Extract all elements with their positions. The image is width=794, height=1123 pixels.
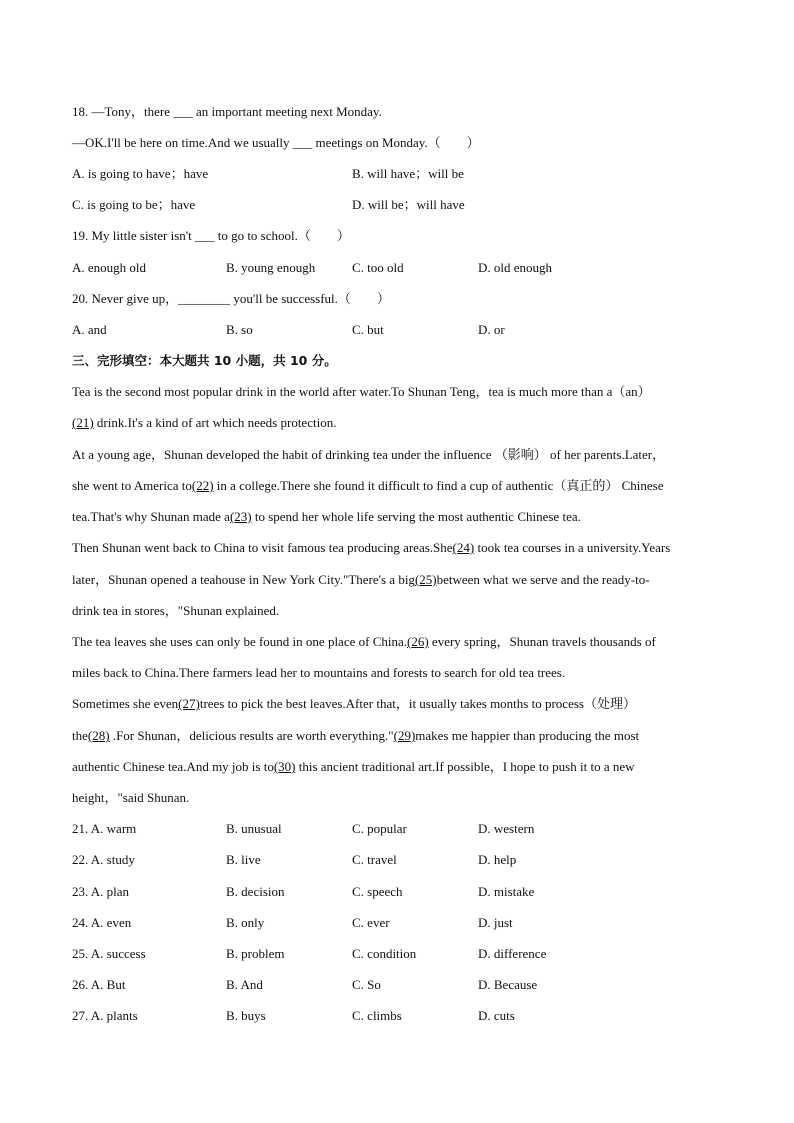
passage-line-7 xyxy=(72,571,732,589)
passage-line-5 xyxy=(72,508,732,526)
q18-stem: 18. —Tony，there ___ an important meeting next Monday. xyxy=(72,104,382,119)
q18-reply: —OK.I'll be here on time.And we usually ___ meetings on Monday.（ ） xyxy=(72,135,480,150)
passage-line-14: height，"said Shunan. xyxy=(72,790,190,805)
passage-text: took tea courses in a university.Years xyxy=(474,540,671,555)
option-c: C. condition xyxy=(352,946,417,961)
passage-line-9 xyxy=(72,633,732,651)
option-a: 24. A. even xyxy=(72,915,132,930)
passage-text: Sometimes she even xyxy=(72,696,179,711)
option-a: A. is going to have；have xyxy=(72,166,209,181)
option-d: D. help xyxy=(478,852,517,867)
passage-text: the xyxy=(72,728,88,743)
option-b: B. And xyxy=(226,977,263,992)
q19-stem: 19. My little sister isn't ___ to go to school.（ ） xyxy=(72,228,350,243)
passage-text: makes me happier than producing the most xyxy=(415,728,640,743)
passage-text: Then Shunan went back to China to visit famous tea producing areas.She xyxy=(72,540,453,555)
option-a: A. and xyxy=(72,322,107,337)
option-c: C. speech xyxy=(352,884,403,899)
passage-line-6 xyxy=(72,539,732,557)
option-d: D. cuts xyxy=(478,1008,515,1023)
blank-24: (24) xyxy=(452,540,475,555)
option-b: B. so xyxy=(226,322,253,337)
passage-text: trees to pick the best leaves.After that，it usually takes months to process（处理） xyxy=(199,696,636,711)
blank-22: (22) xyxy=(191,478,214,493)
passage-text: tea.That's why Shunan made a xyxy=(72,509,230,524)
passage-line-12 xyxy=(72,727,732,745)
option-c: C. ever xyxy=(352,915,390,930)
option-b: B. unusual xyxy=(226,821,282,836)
passage-text: this ancient traditional art.If possible，I hope to push it to a new xyxy=(295,759,635,774)
option-d: D. Because xyxy=(478,977,538,992)
option-d: D. or xyxy=(478,322,505,337)
option-a: 22. A. study xyxy=(72,852,135,867)
option-a: 27. A. plants xyxy=(72,1008,138,1023)
option-c: C. but xyxy=(352,322,384,337)
option-a: 23. A. plan xyxy=(72,884,130,899)
passage-text: to spend her whole life serving the most authentic Chinese tea. xyxy=(251,509,581,524)
option-b: B. young enough xyxy=(226,260,316,275)
option-a: 26. A. But xyxy=(72,977,126,992)
passage-text: later，Shunan opened a teahouse in New York City."There's a big xyxy=(72,572,415,587)
option-d: D. difference xyxy=(478,946,547,961)
option-b: B. only xyxy=(226,915,265,930)
passage-text: The tea leaves she uses can only be found in one place of China. xyxy=(72,634,407,649)
option-d: D. western xyxy=(478,821,535,836)
blank-27: (27) xyxy=(178,696,200,711)
option-c: C. is going to be；have xyxy=(72,197,196,212)
option-c: C. So xyxy=(352,977,381,992)
passage-line-4 xyxy=(72,477,732,495)
passage-text: authentic Chinese tea.And my job is to xyxy=(72,759,274,774)
option-d: D. just xyxy=(478,915,513,930)
section-title: 三、完形填空：本大题共 10 小题，共 10 分。 xyxy=(72,353,337,368)
option-c: C. climbs xyxy=(352,1008,402,1023)
blank-25: (25) xyxy=(414,572,437,587)
blank-28: (28) xyxy=(87,728,110,743)
option-c: C. too old xyxy=(352,260,404,275)
passage-line-11 xyxy=(72,695,732,713)
passage-text: drink.It's a kind of art which needs protection. xyxy=(93,415,337,430)
passage-line-8: drink tea in stores，"Shunan explained. xyxy=(72,603,280,618)
q20-stem: 20. Never give up，________ you'll be successful.（ ） xyxy=(72,291,390,306)
passage-text: she went to America to xyxy=(72,478,192,493)
option-b: B. decision xyxy=(226,884,285,899)
option-c: C. popular xyxy=(352,821,407,836)
passage-text: .For Shunan，delicious results are worth everything." xyxy=(109,728,394,743)
blank-23: (23) xyxy=(229,509,252,524)
option-b: B. problem xyxy=(226,946,285,961)
option-a: 25. A. success xyxy=(72,946,146,961)
option-a: 21. A. warm xyxy=(72,821,137,836)
passage-line-3: At a young age，Shunan developed the habit of drinking tea under the influence （影响） of her parents.Later， xyxy=(72,447,666,462)
passage-line-1: Tea is the second most popular drink in the world after water.To Shunan Teng，tea is much more than a（an） xyxy=(72,384,651,399)
option-d: D. mistake xyxy=(478,884,535,899)
option-d: D. old enough xyxy=(478,260,553,275)
blank-26: (26) xyxy=(407,634,429,649)
option-b: B. live xyxy=(226,852,261,867)
passage-text: every spring，Shunan travels thousands of xyxy=(428,634,656,649)
blank-21: (21) xyxy=(72,415,94,430)
blank-30: (30) xyxy=(273,759,296,774)
passage-text: in a college.There she found it difficult to find a cup of authentic（真正的） Chinese xyxy=(213,478,664,493)
option-d: D. will be；will have xyxy=(352,197,465,212)
passage-line-10: miles back to China.There farmers lead her to mountains and forests to search for old tea trees. xyxy=(72,665,566,680)
option-b: B. will have；will be xyxy=(352,166,464,181)
passage-line-2 xyxy=(72,414,732,432)
passage-text: between what we serve and the ready-to- xyxy=(436,572,650,587)
blank-29: (29) xyxy=(393,728,416,743)
passage-line-13 xyxy=(72,758,732,776)
option-a: A. enough old xyxy=(72,260,147,275)
option-c: C. travel xyxy=(352,852,397,867)
option-b: B. buys xyxy=(226,1008,266,1023)
